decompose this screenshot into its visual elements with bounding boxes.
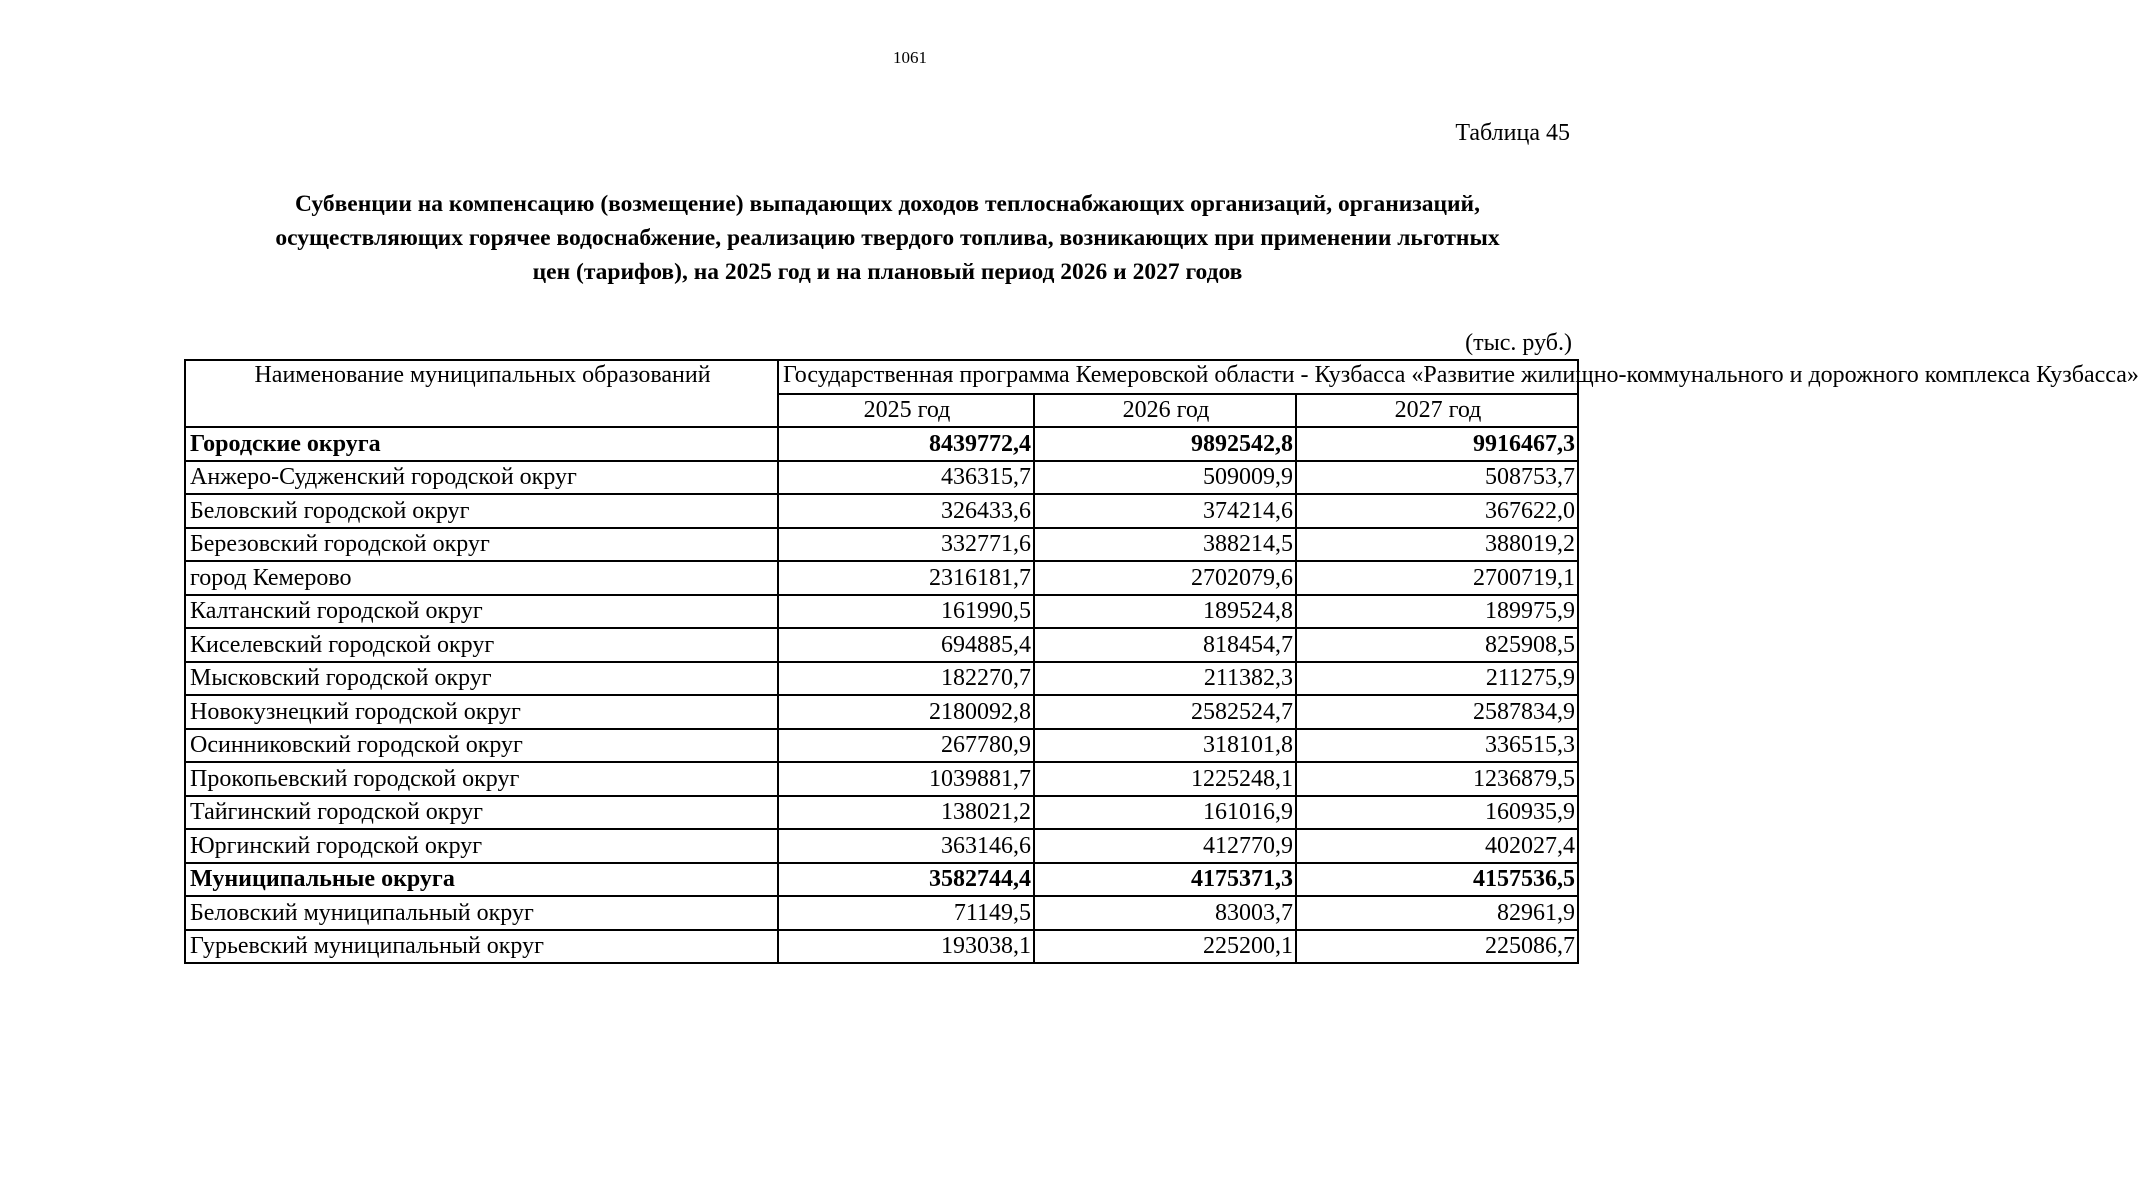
table-total-row bbox=[185, 427, 1578, 461]
table-row bbox=[185, 829, 1578, 863]
value-2026-cell: 225200,1 bbox=[1034, 930, 1296, 964]
value-2025-cell: 436315,7 bbox=[778, 461, 1034, 495]
table-row bbox=[185, 896, 1578, 930]
value-2025-cell: 8439772,4 bbox=[778, 427, 1034, 461]
subsidies-table bbox=[184, 359, 2139, 964]
value-2026-cell: 412770,9 bbox=[1034, 829, 1296, 863]
value-2027-cell: 508753,7 bbox=[1296, 461, 1578, 495]
value-2027-cell: 82961,9 bbox=[1296, 896, 1578, 930]
municipality-name-cell: Березовский городской округ bbox=[185, 528, 778, 562]
table-row bbox=[185, 461, 1578, 495]
municipality-name-cell: Тайгинский городской округ bbox=[185, 796, 778, 830]
value-2026-cell: 318101,8 bbox=[1034, 729, 1296, 763]
table-label: Таблица 45 bbox=[1455, 120, 1570, 146]
municipality-name-cell: Киселевский городской округ bbox=[185, 628, 778, 662]
table-row bbox=[185, 662, 1578, 696]
value-2027-cell: 388019,2 bbox=[1296, 528, 1578, 562]
value-2027-cell: 225086,7 bbox=[1296, 930, 1578, 964]
value-2025-cell: 326433,6 bbox=[778, 494, 1034, 528]
table-row bbox=[185, 628, 1578, 662]
value-2027-cell: 189975,9 bbox=[1296, 595, 1578, 629]
value-2025-cell: 161990,5 bbox=[778, 595, 1034, 629]
table-body bbox=[185, 427, 1578, 963]
header-municipality-name: Наименование муниципальных образований bbox=[185, 360, 778, 427]
value-2026-cell: 818454,7 bbox=[1034, 628, 1296, 662]
municipality-name-cell: город Кемерово bbox=[185, 561, 778, 595]
value-2026-cell: 509009,9 bbox=[1034, 461, 1296, 495]
value-2026-cell: 2582524,7 bbox=[1034, 695, 1296, 729]
value-2027-cell: 336515,3 bbox=[1296, 729, 1578, 763]
municipality-name-cell: Беловский муниципальный округ bbox=[185, 896, 778, 930]
value-2025-cell: 694885,4 bbox=[778, 628, 1034, 662]
table-row bbox=[185, 494, 1578, 528]
municipality-name-cell: Муниципальные округа bbox=[185, 863, 778, 897]
value-2026-cell: 211382,3 bbox=[1034, 662, 1296, 696]
value-2026-cell: 374214,6 bbox=[1034, 494, 1296, 528]
municipality-name-cell: Гурьевский муниципальный округ bbox=[185, 930, 778, 964]
value-2027-cell: 2700719,1 bbox=[1296, 561, 1578, 595]
table-row bbox=[185, 796, 1578, 830]
value-2025-cell: 193038,1 bbox=[778, 930, 1034, 964]
value-2025-cell: 182270,7 bbox=[778, 662, 1034, 696]
value-2027-cell: 211275,9 bbox=[1296, 662, 1578, 696]
municipality-name-cell: Юргинский городской округ bbox=[185, 829, 778, 863]
municipality-name-cell: Городские округа bbox=[185, 427, 778, 461]
value-2025-cell: 1039881,7 bbox=[778, 762, 1034, 796]
value-2025-cell: 3582744,4 bbox=[778, 863, 1034, 897]
table-row bbox=[185, 930, 1578, 964]
header-year-2027: 2027 год bbox=[1296, 394, 1578, 428]
value-2026-cell: 1225248,1 bbox=[1034, 762, 1296, 796]
municipality-name-cell: Осинниковский городской округ bbox=[185, 729, 778, 763]
value-2026-cell: 2702079,6 bbox=[1034, 561, 1296, 595]
table-total-row bbox=[185, 863, 1578, 897]
value-2027-cell: 825908,5 bbox=[1296, 628, 1578, 662]
value-2027-cell: 367622,0 bbox=[1296, 494, 1578, 528]
value-2025-cell: 267780,9 bbox=[778, 729, 1034, 763]
header-year-2026: 2026 год bbox=[1034, 394, 1296, 428]
header-year-2025: 2025 год bbox=[778, 394, 1034, 428]
title-line-1: Субвенции на компенсацию (возмещение) выпадающих доходов теплоснабжающих организаций, организаций, bbox=[295, 191, 1480, 217]
value-2027-cell: 2587834,9 bbox=[1296, 695, 1578, 729]
title-line-3: цен (тарифов), на 2025 год и на плановый период 2026 и 2027 годов bbox=[532, 259, 1243, 285]
value-2026-cell: 4175371,3 bbox=[1034, 863, 1296, 897]
value-2025-cell: 332771,6 bbox=[778, 528, 1034, 562]
document-title bbox=[185, 187, 1590, 289]
units-label: (тыс. руб.) bbox=[1465, 330, 1572, 356]
value-2026-cell: 161016,9 bbox=[1034, 796, 1296, 830]
value-2025-cell: 138021,2 bbox=[778, 796, 1034, 830]
value-2026-cell: 388214,5 bbox=[1034, 528, 1296, 562]
table-row bbox=[185, 561, 1578, 595]
value-2027-cell: 9916467,3 bbox=[1296, 427, 1578, 461]
value-2025-cell: 2316181,7 bbox=[778, 561, 1034, 595]
table-row bbox=[185, 595, 1578, 629]
municipality-name-cell: Беловский городской округ bbox=[185, 494, 778, 528]
value-2025-cell: 363146,6 bbox=[778, 829, 1034, 863]
value-2025-cell: 71149,5 bbox=[778, 896, 1034, 930]
municipality-name-cell: Новокузнецкий городской округ bbox=[185, 695, 778, 729]
page-number: 1061 bbox=[893, 48, 927, 67]
value-2025-cell: 2180092,8 bbox=[778, 695, 1034, 729]
value-2026-cell: 9892542,8 bbox=[1034, 427, 1296, 461]
table-row bbox=[185, 528, 1578, 562]
value-2027-cell: 402027,4 bbox=[1296, 829, 1578, 863]
value-2026-cell: 189524,8 bbox=[1034, 595, 1296, 629]
value-2026-cell: 83003,7 bbox=[1034, 896, 1296, 930]
table-row bbox=[185, 762, 1578, 796]
table-row bbox=[185, 695, 1578, 729]
municipality-name-cell: Прокопьевский городской округ bbox=[185, 762, 778, 796]
header-state-program: Государственная программа Кемеровской области - Кузбасса «Развитие жилищно-коммунального и дорожного комплекса Кузбасса» bbox=[778, 360, 1578, 394]
value-2027-cell: 1236879,5 bbox=[1296, 762, 1578, 796]
table-header-row bbox=[185, 360, 1578, 394]
municipality-name-cell: Анжеро-Судженский городской округ bbox=[185, 461, 778, 495]
municipality-name-cell: Мысковский городской округ bbox=[185, 662, 778, 696]
title-line-2: осуществляющих горячее водоснабжение, реализацию твердого топлива, возникающих при применении льготных bbox=[275, 225, 1500, 251]
value-2027-cell: 4157536,5 bbox=[1296, 863, 1578, 897]
value-2027-cell: 160935,9 bbox=[1296, 796, 1578, 830]
table-row bbox=[185, 729, 1578, 763]
municipality-name-cell: Калтанский городской округ bbox=[185, 595, 778, 629]
